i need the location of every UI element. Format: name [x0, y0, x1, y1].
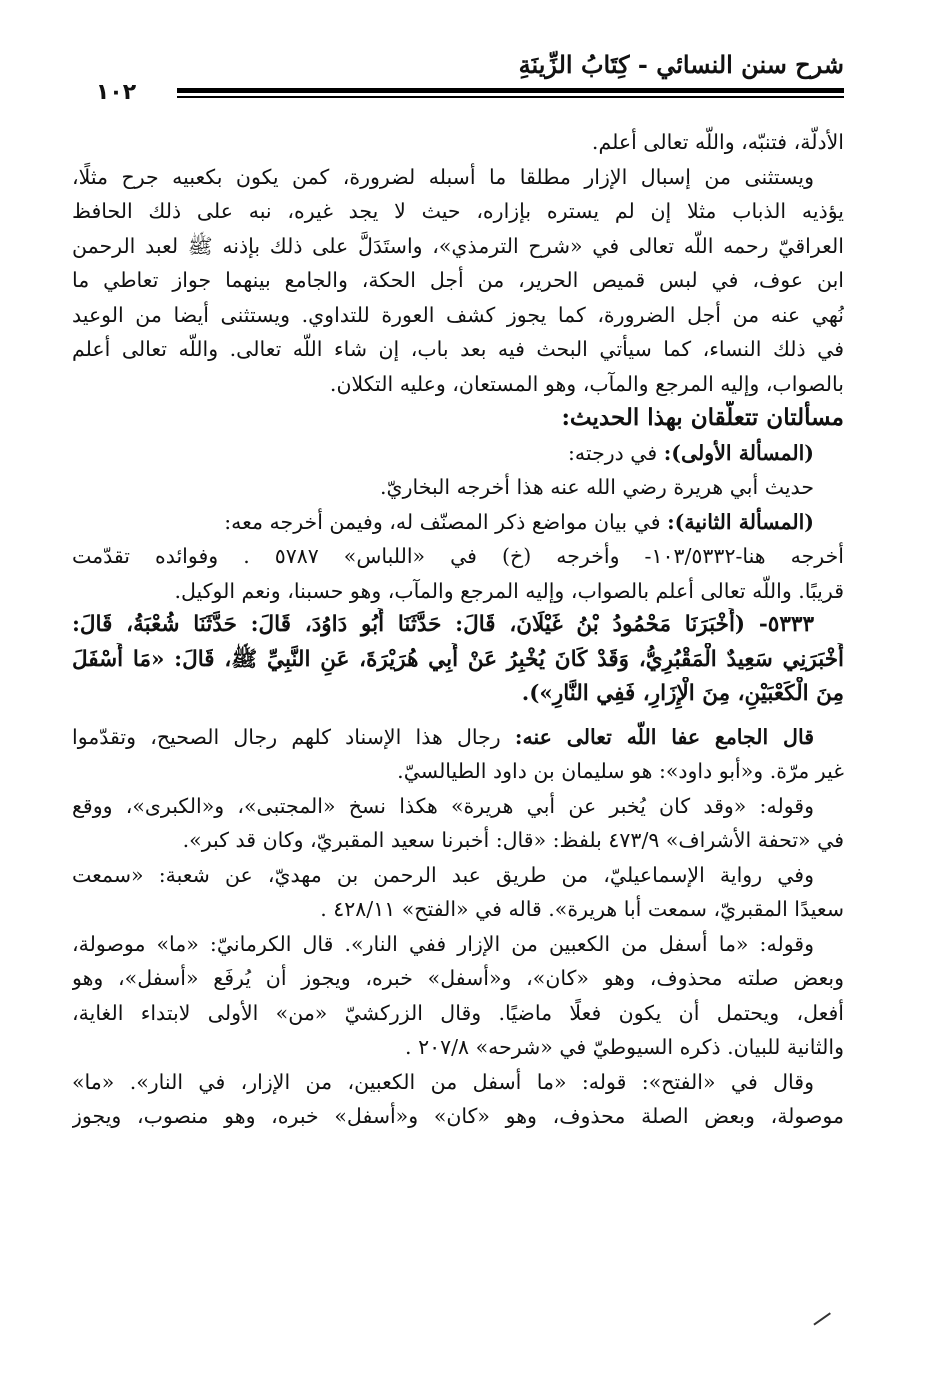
paragraph-line: يؤذيه الذباب مثلا إن لم يستره بإزاره، حيث لا يجد غيره، نبه على ذلك الحافظ	[72, 199, 844, 223]
paragraph-line: موصولة، وبعض الصلة محذوف، وهو «كان» و«أسفل» خبره، وهو منصوب، ويجوز	[72, 1104, 844, 1128]
paragraph-line: وقوله: «وقد كان يُخبر عن أبي هريرة» هكذا نسخ «المجتبى»، و«الكبرى»، ووقع	[72, 793, 814, 818]
paragraph-line: قريبًا. واللّه تعالى أعلم بالصواب، وإليه المرجع والمآب، وهو حسبنا، ونعم الوكيل.	[174, 578, 844, 603]
question-line	[72, 436, 844, 471]
hadith-line: ٥٣٣٣- (أَخْبَرَنَا مَحْمُودُ بْنُ غَيْلَانَ، قَالَ: حَدَّثَنَا أَبُو دَاوُدَ، قَالَ: حَدَّثَنَا شُعْبَةُ، قَالَ:	[72, 612, 814, 637]
paragraph-line: حديث أبي هريرة رضي الله عنه هذا أخرجه البخاريّ.	[380, 475, 814, 499]
page-header	[55, 48, 844, 108]
paragraph-line: ابن عوف، في لبس قميص الحرير، من أجل الحكة، والجامع بينهما جواز تعاطي ما	[72, 268, 844, 292]
paragraph-line: في ذلك النساء، كما سيأتي البحث فيه بعد باب، إن شاء اللّه تعالى. واللّه تعالى أعلم	[72, 337, 844, 361]
paragraph-line: والثانية للبيان. ذكره السيوطيّ في «شرحه» ٢٠٧/٨ .	[405, 1035, 844, 1059]
paragraph-line: غير مرّة. و«أبو داود»: هو سليمان بن داود الطيالسيّ.	[397, 759, 844, 783]
question-text: في بيان مواضع ذكر المصنّف له، وفيمن أخرجه معه:	[224, 509, 668, 534]
paragraph-line: الأدلّة، فتنبّه، واللّه تعالى أعلم.	[591, 130, 844, 154]
paragraph-line: وقوله: «ما أسفل من الكعبين من الإزار ففي النار». قال الكرمانيّ: «ما» موصولة،	[72, 931, 814, 956]
paragraph-line: العراقيّ رحمه اللّه تعالى في «شرح الترمذي»، واستَدَلَّ على ذلك بإذنه ﷺ لعبد الرحمن	[72, 233, 844, 258]
commentary-line	[72, 720, 844, 755]
spacer	[72, 712, 844, 720]
paragraph-line: ويستثنى من إسبال الإزار مطلقا ما أسبله لضرورة، كمن يكون بكعبيه جرح مثلًا،	[72, 164, 814, 189]
question-label: (المسألة الثانية):	[667, 509, 814, 534]
page-mark	[813, 1312, 830, 1325]
page-number: ١٠٢	[55, 80, 177, 105]
running-title: شرح سنن النسائي - كِتَابُ الزِّينَةِ	[518, 50, 844, 79]
paragraph-line: وفي رواية الإسماعيليّ، من طريق عبد الرحمن بن مهديّ، عن شعبة: «سمعت	[72, 862, 814, 887]
paragraph-line: أخرجه هنا-١٠٣/٥٣٣٢- وأخرجه (خ) في «اللباس» ٥٧٨٧ . وفوائده تقدّمت	[72, 544, 844, 568]
question-line	[72, 505, 844, 540]
section-heading: مسألتان تتعلّقان بهذا الحديث:	[561, 404, 844, 431]
paragraph-line: بالصواب، وإليه المرجع والمآب، وهو المستعان، وعليه التكلان.	[329, 371, 844, 396]
hadith-line: أَخْبَرَنِي سَعِيدٌ الْمَقْبُرِيُّ، وَقَدْ كَانَ يُخْبِرُ عَنْ أَبِي هُرَيْرَةَ، عَنِ النَّبِيِّ ﷺ، قَالَ: «مَا أَسْفَلَ	[72, 646, 844, 672]
paragraph-line: نُهي عنه من أجل الضرورة، كما يجوز كشف العورة للتداوي. ويستثنى أيضا من الوعيد	[72, 302, 844, 327]
question-label: (المسألة الأولى):	[663, 440, 814, 465]
page-body	[72, 125, 844, 1134]
paragraph-line: أفعل، ويحتمل أن يكون فعلًا ماضيًا. وقال الزركشيّ «من» الأولى لابتداء الغاية،	[72, 1000, 844, 1025]
paragraph-line: في «تحفة الأشراف» ٤٧٣/٩ بلفظ: «قال: أخبرنا سعيد المقبريّ، وكان قد كبر».	[182, 828, 844, 852]
paragraph-line: سعيدًا المقبريّ، سمعت أبا هريرة». قاله في «الفتح» ٤٢٨/١١ .	[320, 897, 844, 921]
question-text: في درجته:	[567, 440, 664, 465]
paragraph-line: وبعض صلته محذوف، وهو «كان»، و«أسفل» خبره، ويجوز أن يُرفَع «أسفل»، وهو	[72, 966, 844, 990]
hadith-line: مِنَ الْكَعْبَيْنِ، مِنَ الْإِزَارِ، فَفِي النَّارِ»).	[521, 681, 844, 706]
paragraph-line: وقال في «الفتح»: قوله: «ما أسفل من الكعبين، من الإزار، في النار». «ما»	[72, 1069, 814, 1094]
commentary-text: رجال هذا الإسناد كلهم رجال الصحيح، وتقدّموا	[72, 724, 515, 749]
commentary-label: قال الجامع عفا اللّه تعالى عنه:	[514, 724, 814, 749]
